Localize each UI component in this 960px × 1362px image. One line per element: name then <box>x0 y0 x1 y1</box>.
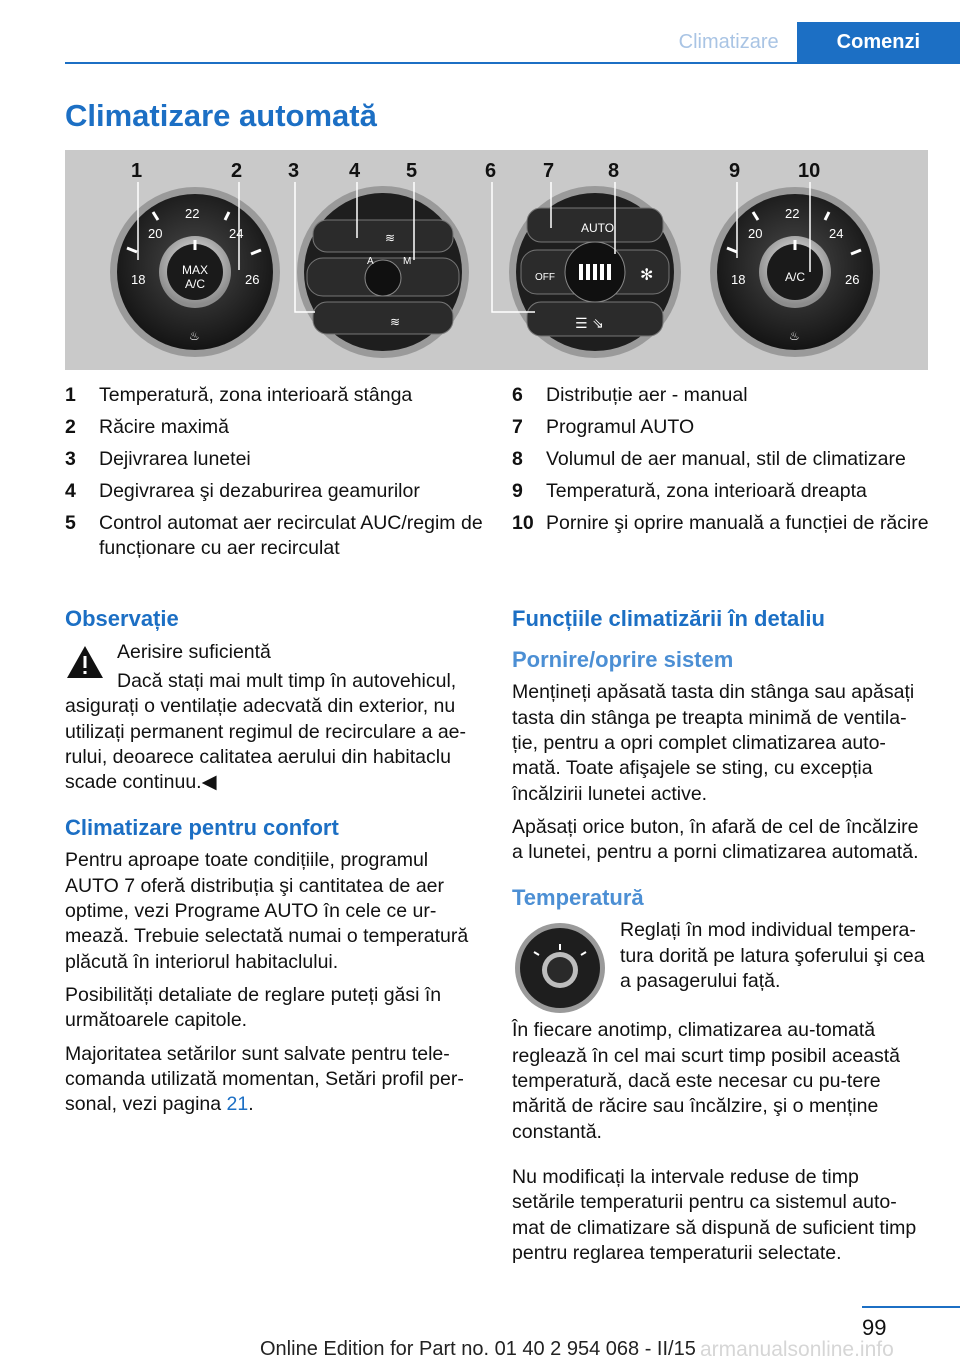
rear-defrost-icon: ♨ <box>189 329 200 343</box>
details-heading: Funcțiile climatizării în detaliu <box>512 606 825 631</box>
air-distribution-icon: ☰ ⇘ <box>575 316 604 332</box>
legend-item: 4 Degivrarea şi dezaburirea geamurilor <box>65 479 420 502</box>
warning-block <box>65 640 477 665</box>
comfort-paragraph-3: Majoritatea setărilor sunt salvate pentru tele-comanda utilizată momentan, Setări profil per-sonal, vezi pagina 21. <box>65 1042 464 1116</box>
legend-item: 8 Volumul de aer manual, stil de climatizare <box>512 447 906 470</box>
control-panel-illustration <box>65 150 928 370</box>
warning-triangle-icon <box>65 644 105 680</box>
legend-item: 2 Răcire maximă <box>65 415 230 438</box>
callout-4: 4 <box>349 160 361 182</box>
auc-m-label: M <box>403 256 412 267</box>
fan-icon: ✻ <box>640 265 654 284</box>
right-column <box>512 605 926 1274</box>
tab-comenzi[interactable]: Comenzi <box>797 22 960 62</box>
max-label: MAX <box>181 263 209 277</box>
callout-8: 8 <box>608 160 620 182</box>
footer-rule <box>862 1306 960 1308</box>
tab-climatizare[interactable]: Climatizare <box>678 31 779 53</box>
legend-item: 10 Pornire şi oprire manuală a funcției de răcire <box>512 511 929 534</box>
legend-item: 1 Temperatură, zona interioară stânga <box>65 384 413 406</box>
temp-20: 20 <box>148 226 163 241</box>
comfort-paragraph-2: Posibilități detaliate de reglare puteți găsi în următoarele capitole. <box>65 983 442 1032</box>
legend-right <box>512 383 932 543</box>
edition-footer: Online Edition for Part no. 01 40 2 954 068 - II/15 <box>260 1338 696 1360</box>
center-right-panel <box>509 186 681 358</box>
legend-left <box>65 383 485 568</box>
note-text: Dacă stați mai mult timp în autovehicul, asigurați o ventilație adecvată din exterior, nu utilizați permanent regimul de recirculare a ae-rului, deoarece calitatea aerului din habitaclu scade continuu.◀ <box>65 669 467 794</box>
callout-10: 10 <box>798 160 821 182</box>
center-left-panel <box>297 186 469 358</box>
legend-item: 5 Control automat aer recirculat AUC/regim de funcționare cu aer recirculat <box>65 511 483 559</box>
right-temp-18: 18 <box>731 272 746 287</box>
system-onoff-paragraph-1: Mențineți apăsată tasta din stânga sau apăsați tasta din stânga pe treapta minimă de ventila-ție, pentru a opri complet climatizarea auto-mată. Toate afişajele se sting, cu excepția încălzirii lunetei active. <box>512 681 915 805</box>
temperature-paragraph-1: Reglați în mod individual tempera-tura dorită pe latura şoferului şi cea a pasagerului față. <box>620 919 925 992</box>
temp-18: 18 <box>131 272 146 287</box>
temperature-intro <box>512 918 926 1018</box>
right-temp-26: 26 <box>845 272 860 287</box>
right-ac-label: A/C <box>784 270 806 284</box>
auc-a-label: A <box>367 256 374 267</box>
ac-label: A/C <box>184 277 206 291</box>
note-title: Aerisire suficientă <box>117 640 271 663</box>
right-seat-heat-icon: ♨ <box>789 329 800 343</box>
callout-6: 6 <box>485 160 497 182</box>
callout-2: 2 <box>231 160 243 182</box>
watermark: armanualsonline.info <box>700 1338 894 1361</box>
temperature-paragraph-2: În fiecare anotimp, climatizarea au-tomată reglează în cel mai scurt timp posibil această temperatură, dacă este necesar cu pu-tere mărită de răcire sau încălzire, şi o menține constantă. <box>512 1019 901 1143</box>
comfort-heading: Climatizare pentru confort <box>65 814 339 840</box>
callout-1: 1 <box>131 160 143 182</box>
right-temp-24: 24 <box>829 226 844 241</box>
page-link[interactable]: 21 <box>226 1093 249 1116</box>
temperature-paragraph-3: Nu modificați la intervale reduse de timp setările temperaturii pentru ca sistemul auto-mat de climatizare să dispună de suficient timp pentru reglarea temperaturii selectate. <box>512 1165 917 1264</box>
temp-22: 22 <box>185 206 200 221</box>
comfort-paragraph-1: Pentru aproape toate condițiile, programul AUTO 7 oferă distribuția şi cantitatea de aer optime, vezi Programe AUTO în cele ce ur-mează. Trebuie selectată numai o temperatură plăcută în interiorul habitaclului. <box>65 849 469 973</box>
rear-window-defrost-icon: ≋ <box>390 315 401 329</box>
auto-label: AUTO <box>581 221 615 235</box>
callout-3: 3 <box>288 160 300 182</box>
left-column <box>65 605 477 1126</box>
legend-item: 7 Programul AUTO <box>512 415 695 438</box>
temp-26: 26 <box>245 272 260 287</box>
page-title: Climatizare automată <box>65 98 377 133</box>
windshield-defrost-icon: ≋ <box>385 231 396 245</box>
temp-24: 24 <box>229 226 244 241</box>
right-temperature-dial <box>710 187 880 357</box>
page-number: 99 <box>862 1315 887 1340</box>
fan-off-label: OFF <box>535 272 555 283</box>
callout-5: 5 <box>406 160 418 182</box>
callout-9: 9 <box>729 160 741 182</box>
system-onoff-paragraph-2: Apăsați orice buton, în afară de cel de încălzire a lunetei, pentru a porni climatizarea automată. <box>512 815 919 864</box>
legend-item: 3 Dejivrarea lunetei <box>65 447 251 470</box>
temperature-heading: Temperatură <box>512 884 644 910</box>
header-tabs <box>661 22 960 62</box>
control-panel-figure <box>65 150 928 370</box>
left-temperature-dial <box>110 187 280 357</box>
system-onoff-heading: Pornire/oprire sistem <box>512 646 734 672</box>
right-temp-22: 22 <box>785 206 800 221</box>
header-rule <box>65 62 960 64</box>
legend-item: 6 Distribuție aer - manual <box>512 384 748 406</box>
note-heading: Observație <box>65 606 179 631</box>
temperature-dial-icon <box>514 922 606 1014</box>
callout-7: 7 <box>543 160 555 182</box>
legend-item: 9 Temperatură, zona interioară dreapta <box>512 479 867 502</box>
right-temp-20: 20 <box>748 226 763 241</box>
